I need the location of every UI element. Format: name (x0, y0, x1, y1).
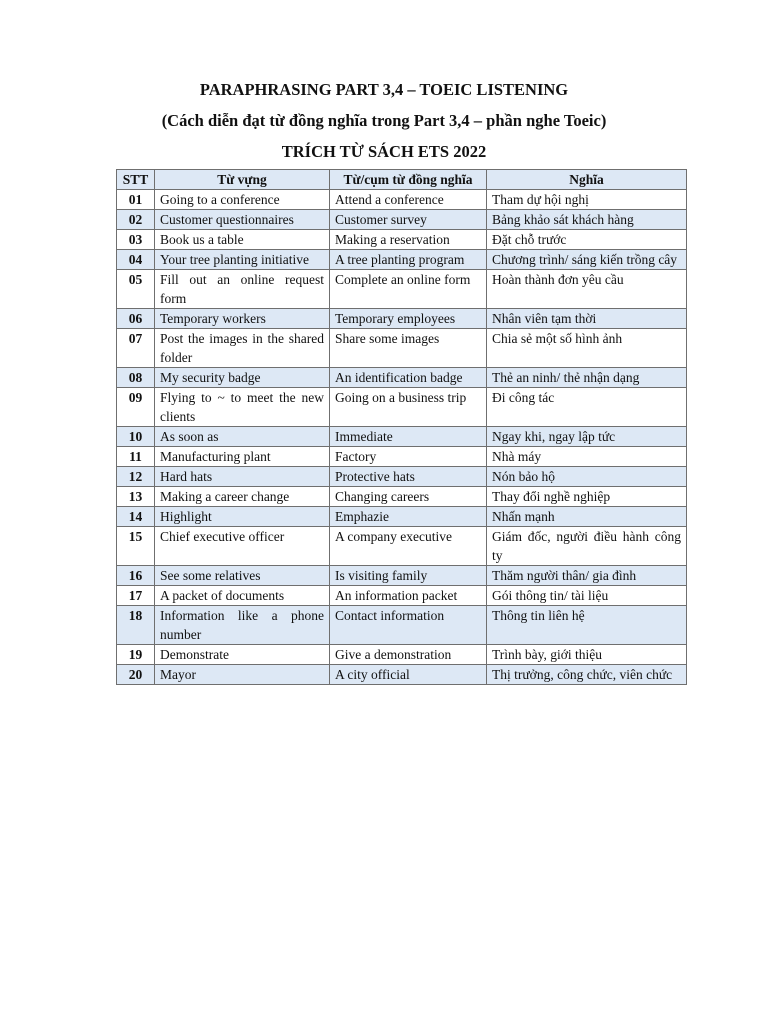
table-row (117, 566, 687, 586)
row-meaning: Thông tin liên hệ (487, 606, 687, 645)
row-synonym: Factory (330, 447, 487, 467)
vocabulary-table (116, 169, 687, 685)
row-meaning: Thị trưởng, công chức, viên chức (487, 665, 687, 685)
row-word: Flying to ~ to meet the new clients (155, 388, 330, 427)
table-row (117, 309, 687, 329)
row-word: Your tree planting initiative (155, 250, 330, 270)
table-row (117, 447, 687, 467)
table-row (117, 606, 687, 645)
table-row (117, 487, 687, 507)
table-row (117, 527, 687, 566)
row-word: Going to a conference (155, 190, 330, 210)
row-meaning: Nón bảo hộ (487, 467, 687, 487)
row-word: Chief executive officer (155, 527, 330, 566)
row-synonym: An identification badge (330, 368, 487, 388)
table-row (117, 210, 687, 230)
row-meaning: Chương trình/ sáng kiến trồng cây (487, 250, 687, 270)
row-word: Mayor (155, 665, 330, 685)
row-synonym: Is visiting family (330, 566, 487, 586)
row-meaning: Thăm người thân/ gia đình (487, 566, 687, 586)
row-synonym: An information packet (330, 586, 487, 606)
row-synonym: Going on a business trip (330, 388, 487, 427)
row-word: Post the images in the shared folder (155, 329, 330, 368)
table-row (117, 467, 687, 487)
row-synonym: Give a demonstration (330, 645, 487, 665)
row-meaning: Giám đốc, người điều hành công ty (487, 527, 687, 566)
table-row (117, 230, 687, 250)
row-meaning: Bảng khảo sát khách hàng (487, 210, 687, 230)
row-word: Highlight (155, 507, 330, 527)
row-synonym: Contact information (330, 606, 487, 645)
row-stt: 18 (117, 606, 155, 645)
row-word: Hard hats (155, 467, 330, 487)
table-row (117, 388, 687, 427)
table-row (117, 368, 687, 388)
row-word: Book us a table (155, 230, 330, 250)
row-meaning: Nhấn mạnh (487, 507, 687, 527)
row-word: Information like a phone number (155, 606, 330, 645)
row-synonym: Share some images (330, 329, 487, 368)
row-word: Making a career change (155, 487, 330, 507)
document-title: PARAPHRASING PART 3,4 – TOEIC LISTENING (199, 80, 569, 99)
row-stt: 02 (117, 210, 155, 230)
header-stt: STT (117, 170, 155, 190)
row-synonym: A tree planting program (330, 250, 487, 270)
table-row (117, 329, 687, 368)
row-word: Customer questionnaires (155, 210, 330, 230)
row-synonym: Emphazie (330, 507, 487, 527)
row-synonym: Complete an online form (330, 270, 487, 309)
row-synonym: Attend a conference (330, 190, 487, 210)
row-stt: 01 (117, 190, 155, 210)
row-stt: 06 (117, 309, 155, 329)
row-meaning: Chia sẻ một số hình ảnh (487, 329, 687, 368)
row-synonym: Protective hats (330, 467, 487, 487)
row-meaning: Hoàn thành đơn yêu cầu (487, 270, 687, 309)
row-synonym: A company executive (330, 527, 487, 566)
table-row (117, 507, 687, 527)
row-meaning: Thẻ an ninh/ thẻ nhận dạng (487, 368, 687, 388)
row-meaning: Đặt chỗ trước (487, 230, 687, 250)
row-word: See some relatives (155, 566, 330, 586)
row-meaning: Đi công tác (487, 388, 687, 427)
row-word: As soon as (155, 427, 330, 447)
row-synonym: Temporary employees (330, 309, 487, 329)
table-row (117, 250, 687, 270)
row-meaning: Tham dự hội nghị (487, 190, 687, 210)
header-word: Từ vựng (155, 170, 330, 190)
row-meaning: Ngay khi, ngay lập tức (487, 427, 687, 447)
row-stt: 12 (117, 467, 155, 487)
row-stt: 07 (117, 329, 155, 368)
row-stt: 20 (117, 665, 155, 685)
table-row (117, 427, 687, 447)
document-subtitle: (Cách diễn đạt từ đồng nghĩa trong Part 3,4 – phần nghe Toeic) (161, 111, 607, 130)
row-stt: 05 (117, 270, 155, 309)
row-stt: 03 (117, 230, 155, 250)
table-row (117, 665, 687, 685)
row-meaning: Nhân viên tạm thời (487, 309, 687, 329)
row-stt: 19 (117, 645, 155, 665)
row-word: My security badge (155, 368, 330, 388)
row-synonym: Changing careers (330, 487, 487, 507)
row-meaning: Nhà máy (487, 447, 687, 467)
row-stt: 15 (117, 527, 155, 566)
row-stt: 11 (117, 447, 155, 467)
table-row (117, 270, 687, 309)
row-word: A packet of documents (155, 586, 330, 606)
row-word: Fill out an online request form (155, 270, 330, 309)
row-synonym: Customer survey (330, 210, 487, 230)
header-meaning: Nghĩa (487, 170, 687, 190)
row-meaning: Trình bày, giới thiệu (487, 645, 687, 665)
row-word: Demonstrate (155, 645, 330, 665)
row-stt: 09 (117, 388, 155, 427)
row-stt: 14 (117, 507, 155, 527)
document-source: TRÍCH TỪ SÁCH ETS 2022 (281, 142, 487, 161)
header-synonym: Từ/cụm từ đồng nghĩa (330, 170, 487, 190)
row-word: Temporary workers (155, 309, 330, 329)
row-stt: 17 (117, 586, 155, 606)
row-stt: 04 (117, 250, 155, 270)
row-meaning: Gói thông tin/ tài liệu (487, 586, 687, 606)
row-stt: 10 (117, 427, 155, 447)
table-header-row (117, 170, 687, 190)
row-stt: 08 (117, 368, 155, 388)
row-synonym: A city official (330, 665, 487, 685)
row-word: Manufacturing plant (155, 447, 330, 467)
row-synonym: Making a reservation (330, 230, 487, 250)
table-row (117, 190, 687, 210)
row-synonym: Immediate (330, 427, 487, 447)
row-stt: 16 (117, 566, 155, 586)
table-row (117, 645, 687, 665)
row-meaning: Thay đổi nghề nghiệp (487, 487, 687, 507)
row-stt: 13 (117, 487, 155, 507)
table-row (117, 586, 687, 606)
